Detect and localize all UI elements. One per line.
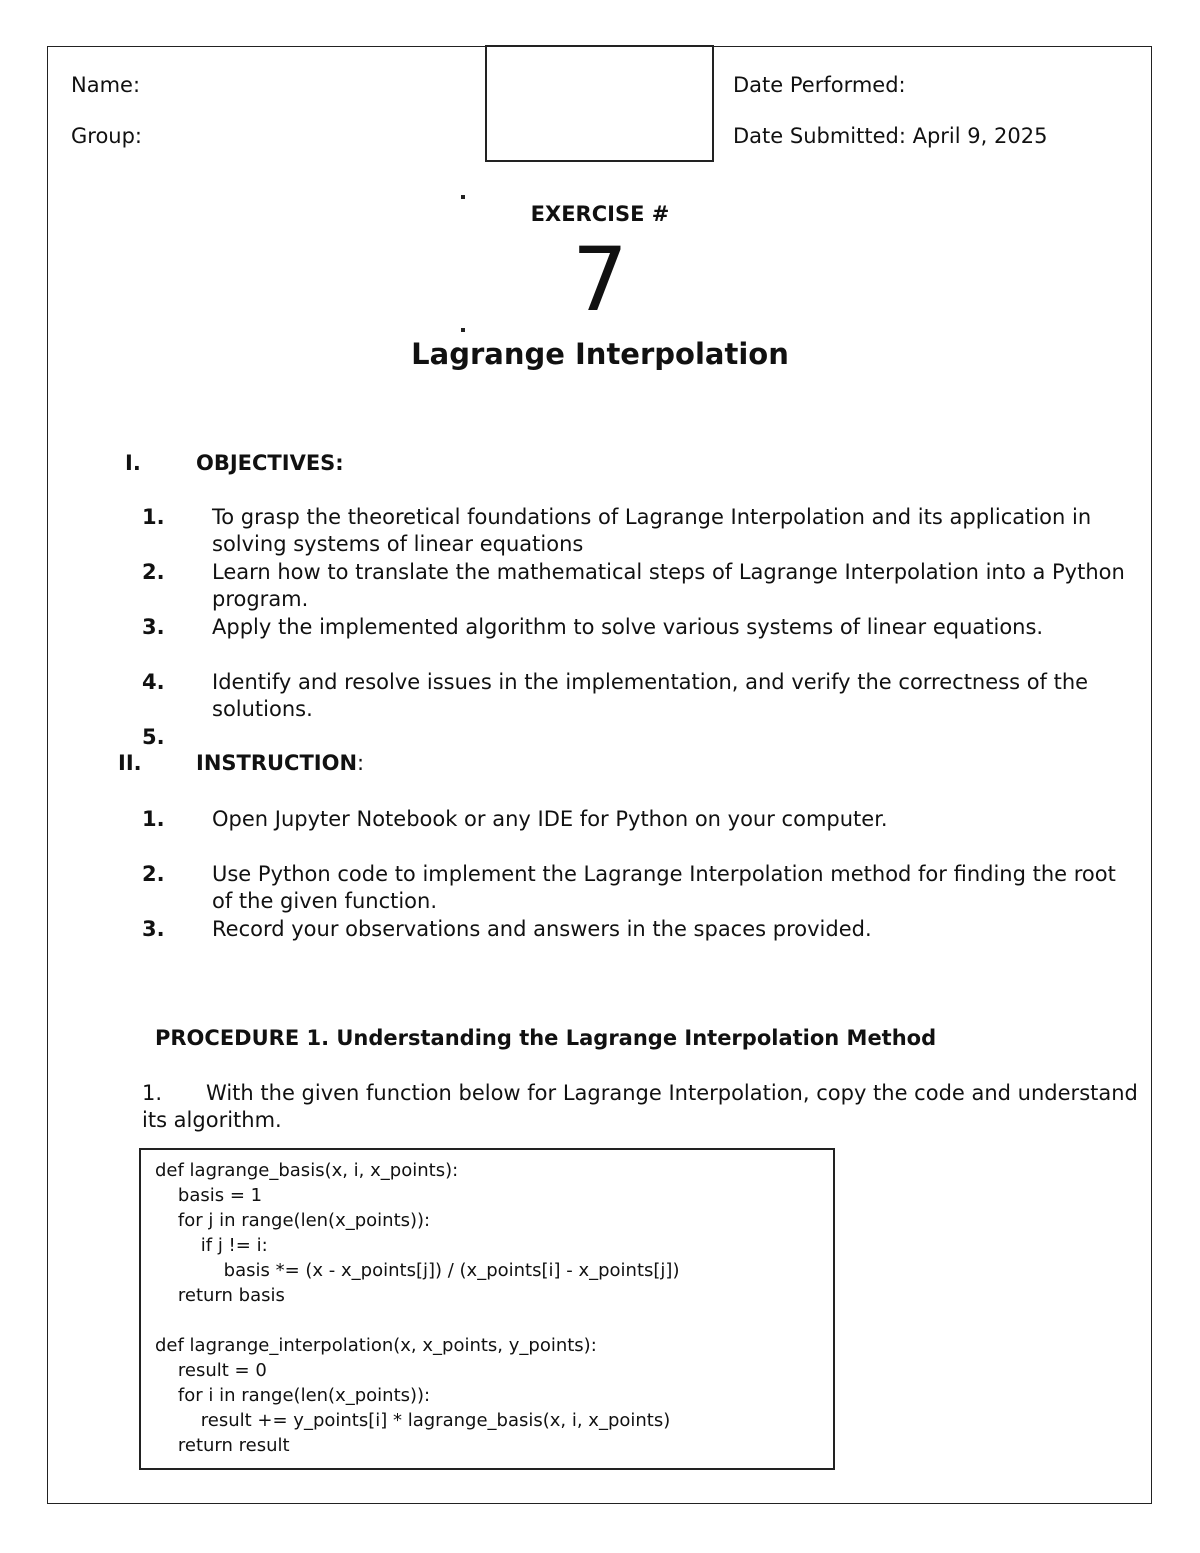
code-line: if j != i: (155, 1235, 268, 1256)
procedure-step (142, 1080, 1142, 1134)
exercise-title: Lagrange Interpolation (411, 337, 789, 371)
instruction-title: INSTRUCTION (196, 751, 358, 775)
code-line: def lagrange_interpolation(x, x_points, y_points): (155, 1335, 597, 1356)
decorative-dot (461, 195, 465, 199)
list-item-text: Learn how to translate the mathematical steps of Lagrange Interpolation into a Python program. (212, 560, 1125, 611)
list-item-text: Open Jupyter Notebook or any IDE for Python on your computer. (212, 807, 888, 831)
photo-box (485, 45, 714, 162)
code-line: basis = 1 (155, 1185, 263, 1206)
list-item-text: Record your observations and answers in the spaces provided. (212, 917, 872, 941)
list-item-number: 5. (142, 725, 165, 749)
list-item-number: 1. (142, 807, 165, 831)
objectives-numeral: I. (125, 451, 141, 475)
exercise-number: 7 (572, 228, 628, 331)
instruction-numeral: II. (118, 751, 142, 775)
list-item-number: 2. (142, 560, 165, 584)
procedure-title: PROCEDURE 1. Understanding the Lagrange Interpolation Method (155, 1026, 937, 1050)
date-submitted-label: Date Submitted: April 9, 2025 (733, 124, 1048, 148)
instruction-title-wrap (196, 751, 364, 775)
code-line: for i in range(len(x_points)): (155, 1385, 431, 1406)
list-item-number: 2. (142, 862, 165, 886)
code-line: return result (155, 1435, 290, 1456)
list-item-text: Identify and resolve issues in the implementation, and verify the correctness of the solutions. (212, 670, 1089, 721)
procedure-step-number: 1. (142, 1081, 163, 1105)
group-label: Group: (71, 124, 143, 148)
list-item-number: 3. (142, 615, 165, 639)
code-line: basis *= (x - x_points[j]) / (x_points[i] - x_points[j]) (155, 1260, 680, 1281)
instruction-colon: : (357, 751, 365, 775)
code-line: return basis (155, 1285, 285, 1306)
code-line: result = 0 (155, 1360, 267, 1381)
list-item-text: Apply the implemented algorithm to solve various systems of linear equations. (212, 615, 1044, 639)
code-line: for j in range(len(x_points)): (155, 1210, 431, 1231)
code-line: def lagrange_basis(x, i, x_points): (155, 1160, 459, 1181)
exercise-label: EXERCISE # (530, 202, 670, 226)
code-box (139, 1148, 835, 1470)
list-item-number: 3. (142, 917, 165, 941)
list-item-number: 4. (142, 670, 165, 694)
list-item-text: Use Python code to implement the Lagrange Interpolation method for finding the root of the given function. (212, 862, 1116, 913)
procedure-step-text: With the given function below for Lagrange Interpolation, copy the code and understand its algorithm. (142, 1081, 1138, 1132)
list-item-text: To grasp the theoretical foundations of Lagrange Interpolation and its application in solving systems of linear equations (212, 505, 1092, 556)
code-line: result += y_points[i] * lagrange_basis(x, i, x_points) (155, 1410, 671, 1431)
date-performed-label: Date Performed: (733, 73, 906, 97)
objectives-title: OBJECTIVES: (196, 451, 344, 475)
name-label: Name: (71, 73, 141, 97)
list-item-number: 1. (142, 505, 165, 529)
